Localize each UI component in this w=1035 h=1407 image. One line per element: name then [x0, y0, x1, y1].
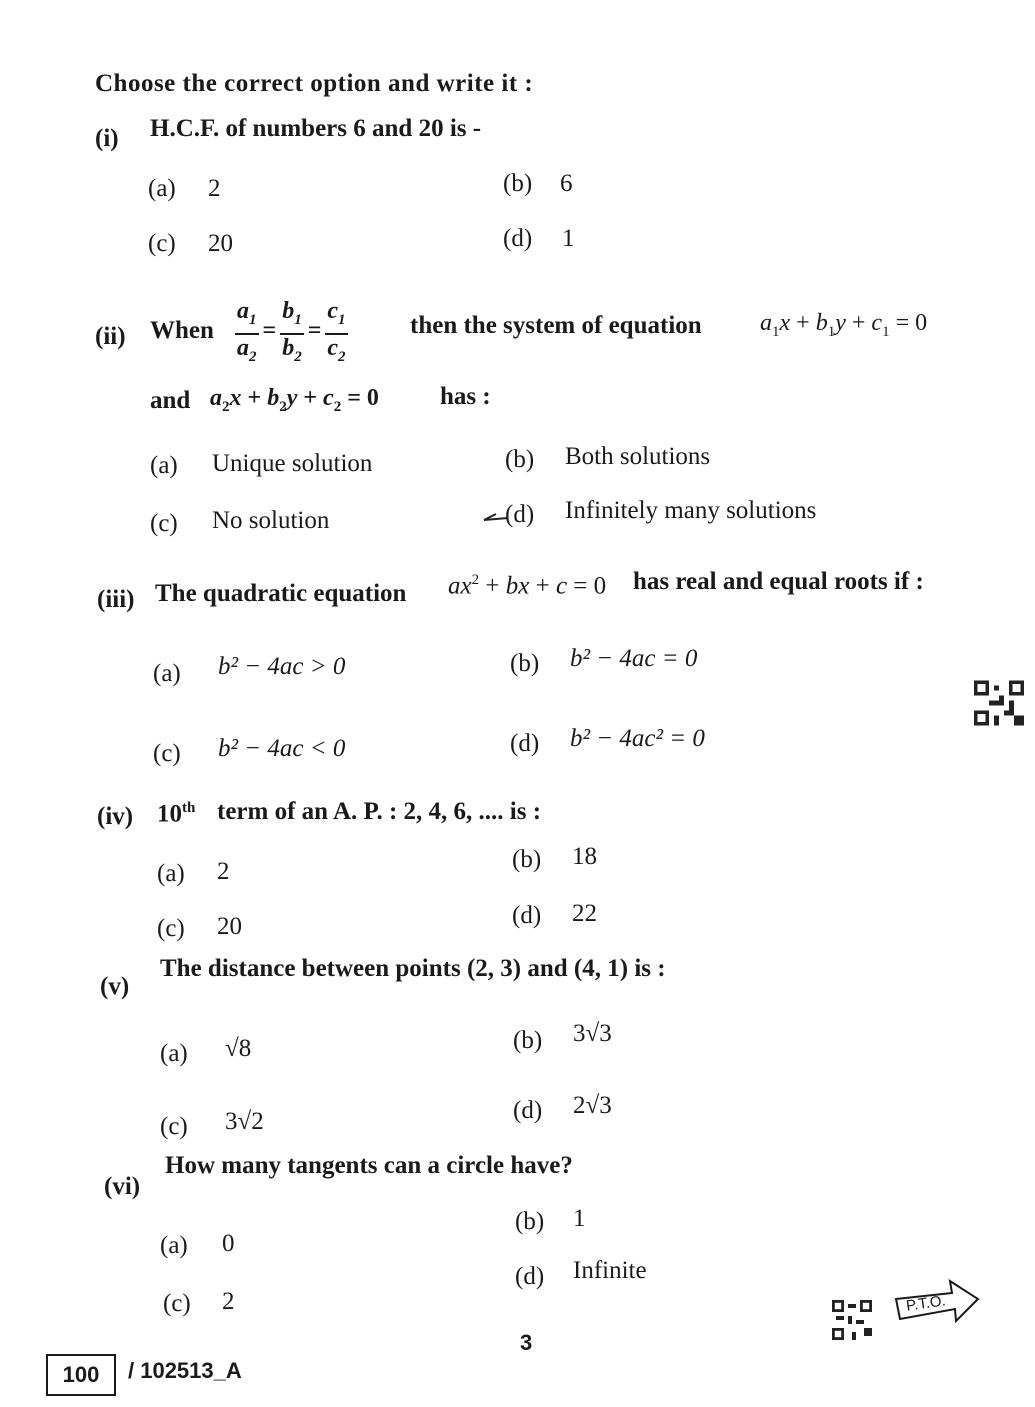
paper-code: / 102513_A [128, 1358, 242, 1383]
question-text: How many tangents can a circle have? [165, 1152, 573, 1179]
option-text: 18 [572, 843, 597, 870]
option-text: Both solutions [565, 443, 711, 470]
question-text: The distance between points (2, 3) and (4, 1) is : [160, 955, 666, 982]
question-text: When [150, 317, 214, 344]
question-text: has real and equal roots if : [633, 568, 924, 595]
question-text: then the system of equation [410, 312, 702, 339]
pto-arrow-icon [892, 1275, 982, 1336]
option-label: (a) [150, 452, 178, 479]
option-label: (d) [503, 225, 533, 252]
option-text: 1 [562, 225, 575, 252]
pto-text: P.T.O. [905, 1292, 947, 1315]
option-text: Unique solution [212, 450, 373, 477]
equation-2: $a_2x + b_2y + c_2 = 0$ [210, 385, 379, 415]
option-text: No solution [212, 507, 330, 534]
option-label: (d) [505, 501, 535, 528]
ratio-equation: $\frac{a_1}{a_2}$ = $\frac{b_1}{b_2}$ = $\frac{c_1}{c_2}$ [237, 298, 346, 365]
equation-1: $a_1x + b_1y + c_1 = 0$ [760, 310, 928, 340]
option-text: b² − 4ac = 0 [570, 645, 698, 672]
option-label: (b) [515, 1208, 545, 1235]
option-label: (b) [503, 170, 533, 197]
question-number: (vi) [104, 1173, 141, 1200]
option-label: (c) [148, 230, 176, 257]
option-label: (c) [157, 915, 185, 942]
footer-box: 100 [46, 1354, 116, 1396]
option-text: 3√3 [573, 1020, 612, 1047]
option-label: (d) [510, 730, 540, 757]
option-text: b² − 4ac² = 0 [570, 725, 705, 752]
option-text: 20 [217, 913, 242, 940]
option-text: Infinitely many solutions [565, 497, 817, 524]
option-text: b² − 4ac > 0 [218, 653, 346, 680]
option-label: (b) [505, 446, 535, 473]
check-mark-icon [482, 510, 510, 526]
option-label: (c) [153, 740, 181, 767]
question-text: term of an A. P. : 2, 4, 6, .... is : [217, 798, 542, 825]
option-label: (b) [510, 650, 540, 677]
option-label: (a) [148, 175, 176, 202]
qr-code-icon [974, 680, 1024, 726]
option-text: 2 [217, 858, 230, 885]
option-text: Infinite [573, 1257, 647, 1284]
option-label: (c) [160, 1113, 188, 1140]
question-number: (iii) [97, 586, 135, 613]
question-ordinal [157, 800, 195, 828]
option-label: (a) [157, 860, 185, 887]
option-text: b² − 4ac < 0 [218, 735, 346, 762]
option-text: 2√3 [573, 1092, 612, 1119]
option-text: 3√2 [225, 1108, 264, 1135]
option-text: 20 [208, 230, 233, 257]
instruction: Choose the correct option and write it : [95, 70, 534, 97]
option-label: (a) [160, 1232, 188, 1259]
option-label: (c) [150, 510, 178, 537]
ordinal-number: 10 [157, 800, 182, 828]
page-number: 3 [520, 1330, 533, 1355]
option-label: (d) [513, 1097, 543, 1124]
option-label: (d) [515, 1263, 545, 1290]
question-number: (i) [95, 125, 119, 152]
question-text: and [150, 387, 191, 414]
option-label: (c) [163, 1290, 191, 1317]
option-label: (a) [160, 1040, 188, 1067]
question-text: H.C.F. of numbers 6 and 20 is - [150, 115, 482, 142]
question-number: (iv) [97, 803, 134, 830]
option-text: 2 [222, 1288, 235, 1315]
qr-code-icon [832, 1300, 872, 1340]
question-number: (ii) [95, 323, 126, 350]
option-text: √8 [225, 1035, 252, 1062]
option-label: (d) [512, 902, 542, 929]
question-number: (v) [100, 973, 130, 1000]
option-text: 2 [208, 175, 221, 202]
question-text: The quadratic equation [155, 580, 407, 607]
option-text: 6 [560, 170, 573, 197]
option-text: 22 [572, 900, 597, 927]
option-text: 0 [222, 1230, 235, 1257]
option-label: (a) [153, 660, 181, 687]
question-text: has : [440, 383, 491, 410]
option-label: (b) [513, 1027, 543, 1054]
quadratic-equation: $ax^2$ + bx + c = 0 [448, 572, 607, 600]
ordinal-suffix: th [182, 800, 196, 816]
option-text: 1 [573, 1205, 586, 1232]
option-label: (b) [512, 846, 542, 873]
